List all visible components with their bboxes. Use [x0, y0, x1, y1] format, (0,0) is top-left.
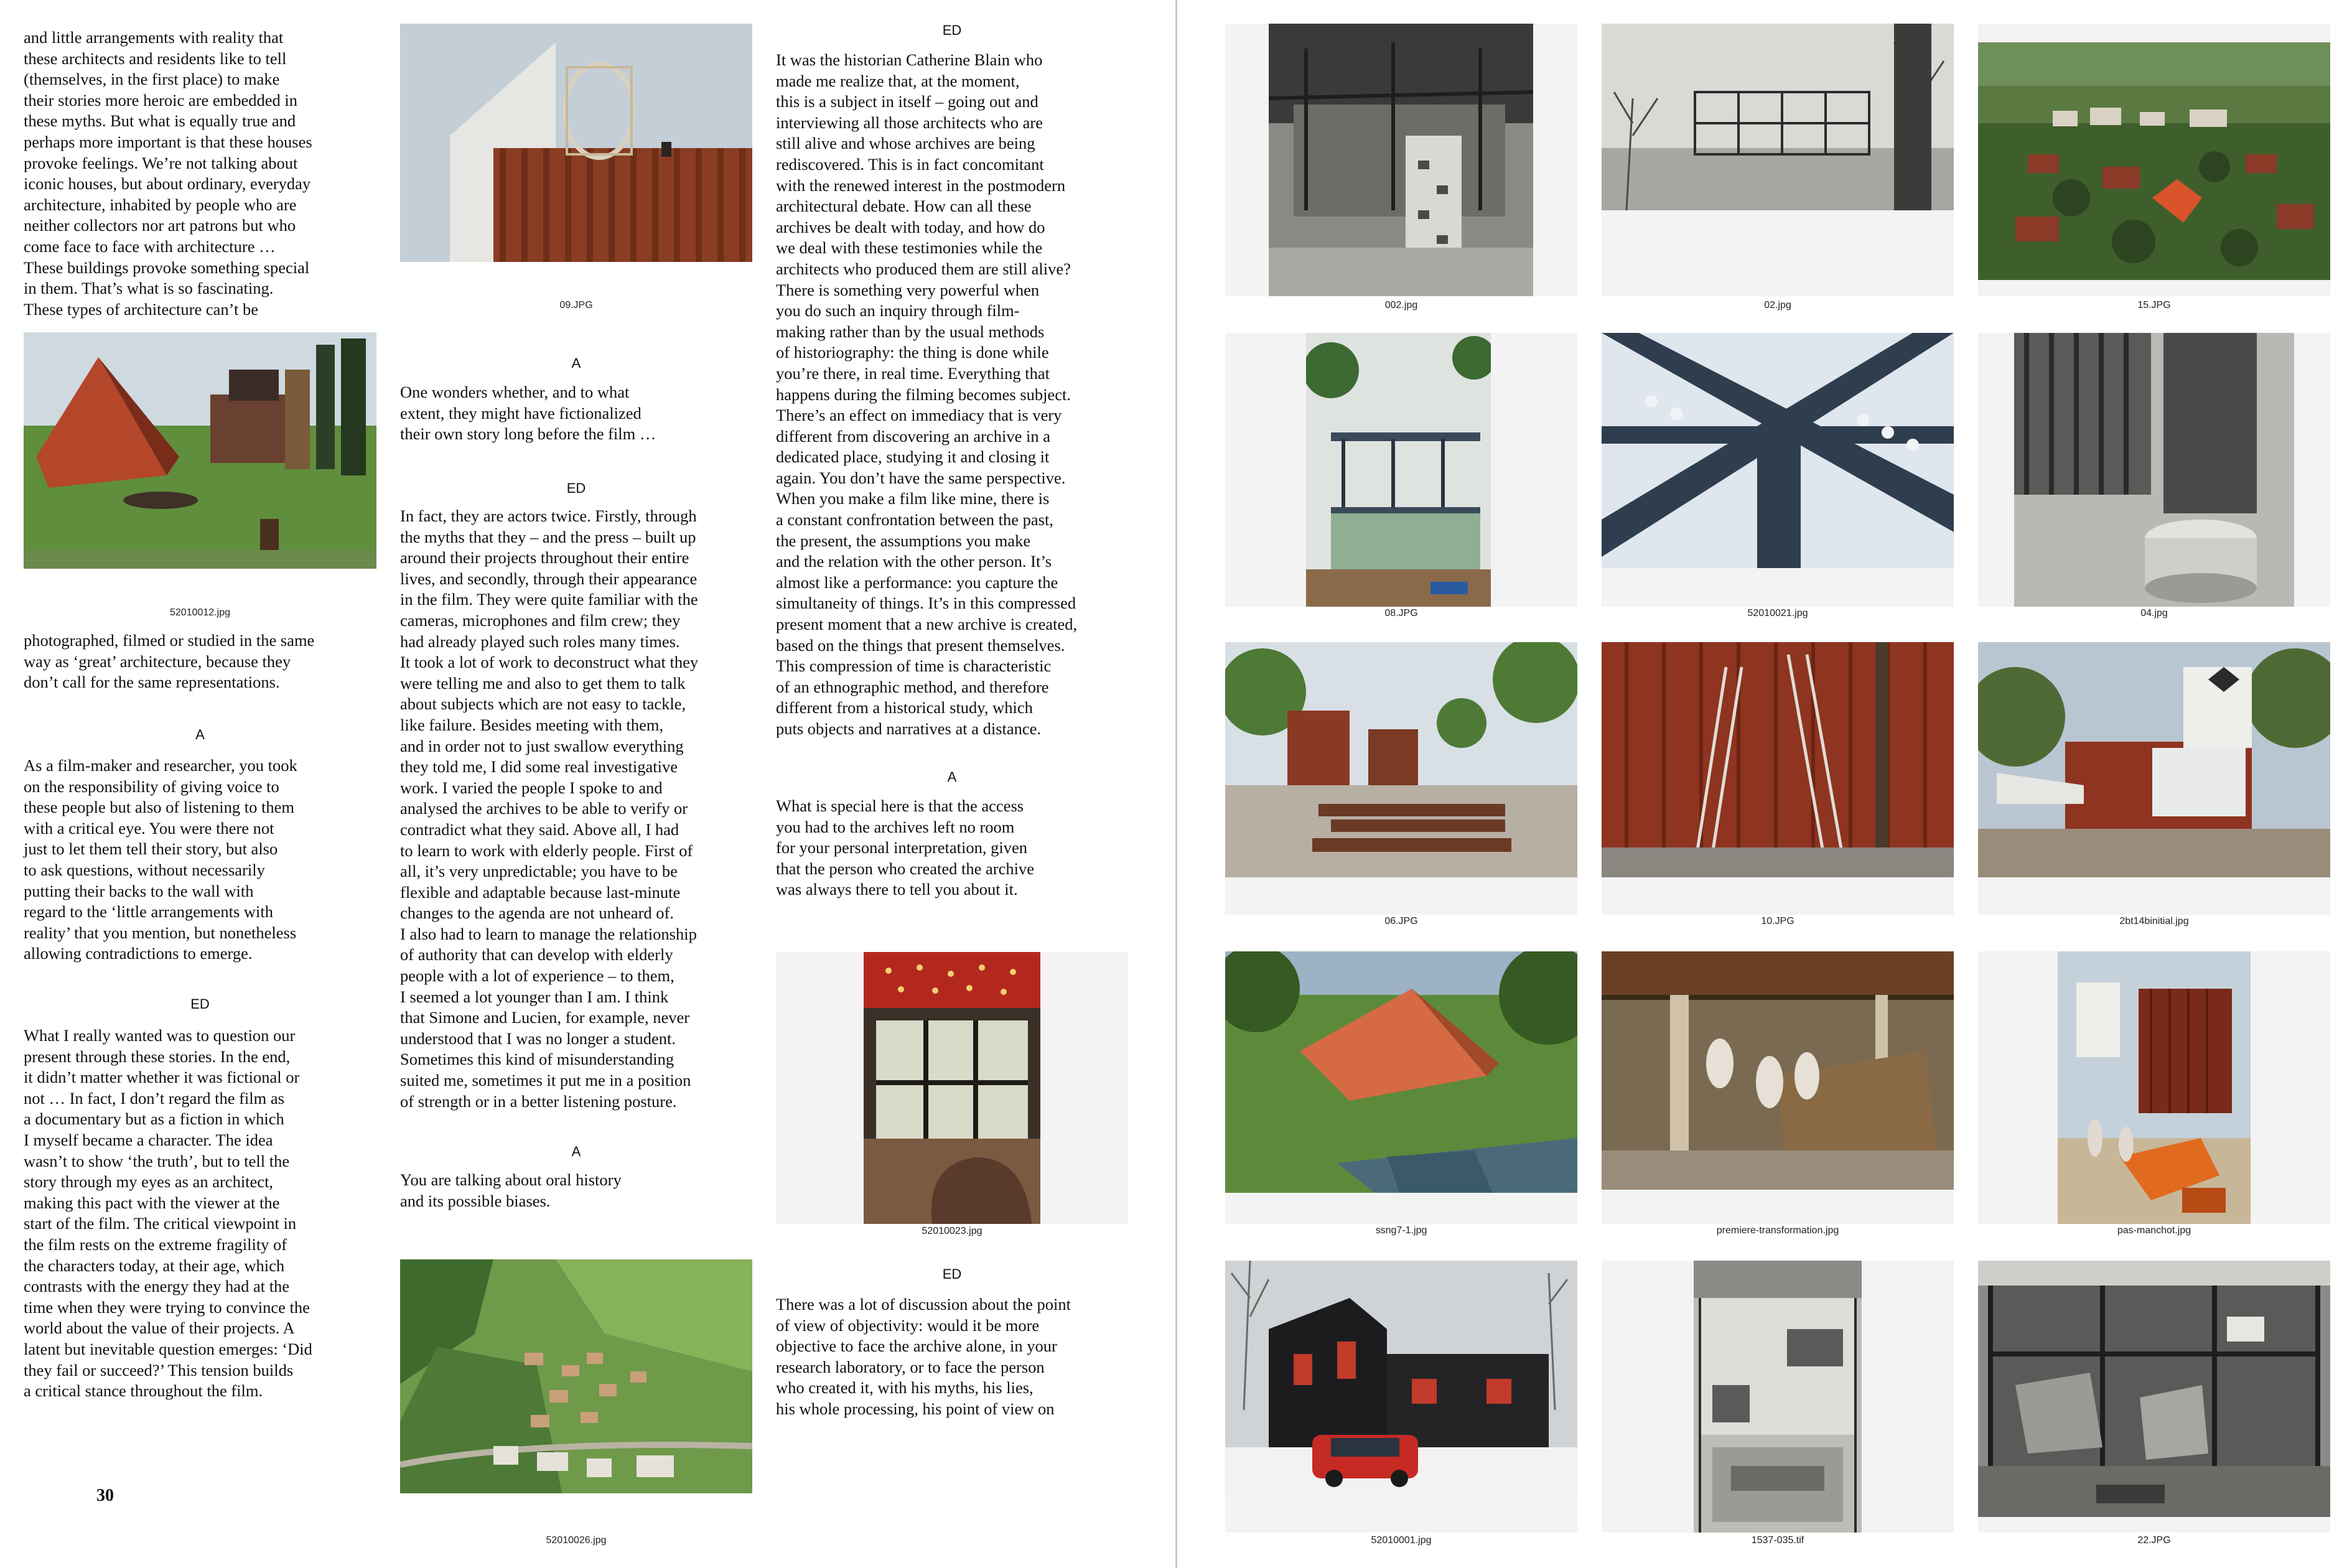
caption-52010012: 52010012.jpg [170, 607, 230, 618]
caption-22: 22.JPG [2137, 1535, 2171, 1546]
photo-22 [1978, 1261, 2330, 1533]
photo-06 [1225, 642, 1577, 915]
caption-52010001: 52010001.jpg [1371, 1535, 1432, 1546]
photo-ssng7-1 [1225, 951, 1577, 1224]
speaker-label-ed-2: ED [566, 480, 586, 496]
photo-09 [400, 24, 752, 262]
photo-52010021 [1602, 333, 1954, 607]
col3-paragraph-2: What is special here is that the access you had to the archives left no room for your personal interpretation, given that the person who created the archive was always there to tell you about it. [776, 796, 1034, 899]
caption-08: 08.JPG [1384, 608, 1418, 618]
photo-52010023 [776, 952, 1128, 1224]
photo-08 [1225, 333, 1577, 607]
caption-52010021: 52010021.jpg [1747, 608, 1808, 618]
photo-10 [1602, 642, 1954, 915]
caption-52010026: 52010026.jpg [546, 1535, 607, 1546]
right-page [1178, 0, 2352, 1568]
caption-06: 06.JPG [1384, 916, 1418, 926]
page-number: 30 [96, 1486, 114, 1505]
col3-paragraph-3: There was a lot of discussion about the point of view of objectivity: would it be more objective to face the archive alone, in your research laboratory, or to face the person who created it, with his myths, his lies, his whole processing, his point of view on [776, 1295, 1071, 1418]
speaker-label-ed-4: ED [942, 1266, 962, 1282]
caption-002: 002.jpg [1384, 300, 1418, 310]
photo-15 [1978, 24, 2330, 296]
col2-paragraph-3: You are talking about oral history and its possible biases. [400, 1170, 622, 1210]
photo-04 [1978, 333, 2330, 607]
caption-1537-035: 1537-035.tif [1751, 1535, 1804, 1546]
col2-paragraph-1: One wonders whether, and to what extent, they might have fictionalized their own story long before the film … [400, 383, 656, 444]
col3-paragraph-1: It was the historian Catherine Blain who made me realize that, at the moment, this is a subject in itself – going out and interviewing all those architects who are still alive and whose archives are being rediscovered. This is in fact concomitant with the renewed interest in the postmodern architectural debate. How can all these archives be dealt with today, and how do we deal with these testimonies while the architects who produced them are still alive? There is something very powerful when you do such an inquiry through film- making rather than by the usual methods of historiography: the thing is done while you’re there, in real time. Everything that happens during the filming becomes subject. There’s an effect on immediacy that is very different from discovering an archive in a dedicated place, studying it and closing it again. You don’t have the same perspective. When you make a film like mine, there is a constant confrontation between the past, the present, the assumptions you make and the relation with the other person. It’s almost like a performance: you capture the simultaneity of things. It’s in this compressed present moment that a new archive is created, based on the things that present themselves. This compression of time is characteristic of an ethnographic method, and therefore different from a historical study, which puts objects and narratives at a distance. [776, 50, 1078, 738]
speaker-label-ed-3: ED [942, 22, 962, 38]
page-gutter [1175, 0, 1177, 1568]
caption-09: 09.JPG [559, 300, 593, 310]
photo-52010026 [400, 1259, 752, 1493]
photo-002 [1225, 24, 1577, 296]
photo-52010012 [24, 332, 376, 569]
col1-paragraph-1: and little arrangements with reality that these architects and residents like to tell (themselves, in the first place) to make their stories more heroic are embedded in these myths. But what is equally true and perhaps more important is that these houses provoke feelings. We’re not talking about iconic houses, but about ordinary, everyday architecture, inhabited by people who are neither collectors nor art patrons but who come face to face with architecture … These buildings provoke something special in them. That’s what is so fascinating. These types of architecture can’t be [24, 28, 312, 319]
caption-pas-manchot: pas-manchot.jpg [2117, 1225, 2191, 1236]
photo-02 [1602, 24, 1954, 296]
col1-paragraph-3: As a film-maker and researcher, you took on the responsibility of giving voice to these people but also of listening to them with a critical eye. You were there not just to let them tell their story, but also to ask questions, without necessarily putting their backs to the wall with regard to the ‘little arrangements with reality’ that you mention, but nonetheless allowing contradictions to emerge. [24, 756, 297, 963]
speaker-label-ed: ED [190, 996, 210, 1012]
caption-ssng7-1: ssng7-1.jpg [1375, 1225, 1427, 1236]
photo-pas-manchot [1978, 951, 2330, 1224]
caption-10: 10.JPG [1761, 916, 1794, 926]
speaker-label-a-2: A [571, 355, 581, 371]
col2-paragraph-2: In fact, they are actors twice. Firstly, through the myths that they – and the press – built up around their projects throughout their entire lives, and secondly, through their appearance in the film. They were quite familiar with the cameras, microphones and film crew; they had already played such roles many times. It took a lot of work to deconstruct what they were telling me and also to get them to talk about subjects which are not easy to tackle, like failure. Besides meeting with them, and in order not to just swallow everything they told me, I did some real investigative work. I varied the people I spoke to and analysed the archives to be able to verify or contradict what they said. Above all, I had to learn to work with elderly people. First of all, it’s very unpredictable; you have to be flexible and adaptable because last-minute changes to the agenda are not unheard of. I also had to learn to manage the relationship of authority that can develop with elderly people with a lot of experience – to them, I seemed a lot younger than I am. I think that Simone and Lucien, for example, never understood that I was no longer a student. Sometimes this kind of misunderstanding suited me, sometimes it put me in a position of strength or in a better listening posture. [400, 506, 699, 1111]
caption-02: 02.jpg [1764, 300, 1791, 310]
photo-52010001 [1225, 1261, 1577, 1533]
caption-04: 04.jpg [2140, 608, 2168, 618]
speaker-label-a-4: A [947, 769, 957, 785]
photo-1537-035 [1602, 1261, 1954, 1533]
speaker-label-a: A [195, 727, 205, 742]
col1-paragraph-2: photographed, filmed or studied in the same way as ‘great’ architecture, because they don’t call for the same representations. [24, 631, 315, 692]
caption-2bt14binitial: 2bt14binitial.jpg [2119, 916, 2189, 926]
speaker-label-a-3: A [571, 1144, 581, 1159]
col1-paragraph-4: What I really wanted was to question our present through these stories. In the end, it didn’t matter whether it was fictional or not … In fact, I don’t regard the film as a documentary but as a fiction in which I myself became a character. The idea wasn’t to show ‘the truth’, but to tell the story through my eyes as an architect, making this pact with the viewer at the start of the film. The critical viewpoint in the film rests on the extreme fragility of the characters today, at their age, which contrasts with the energy they had at the time when they were trying to convince the world about the value of their projects. A latent but inevitable question emerges: ‘Did they fail or succeed?’ This tension builds a critical stance throughout the film. [24, 1026, 312, 1401]
caption-premiere-transformation: premiere-transformation.jpg [1716, 1225, 1839, 1236]
photo-premiere-transformation [1602, 951, 1954, 1224]
caption-52010023: 52010023.jpg [922, 1226, 982, 1236]
caption-15: 15.JPG [2137, 300, 2171, 310]
photo-2bt14binitial [1978, 642, 2330, 915]
